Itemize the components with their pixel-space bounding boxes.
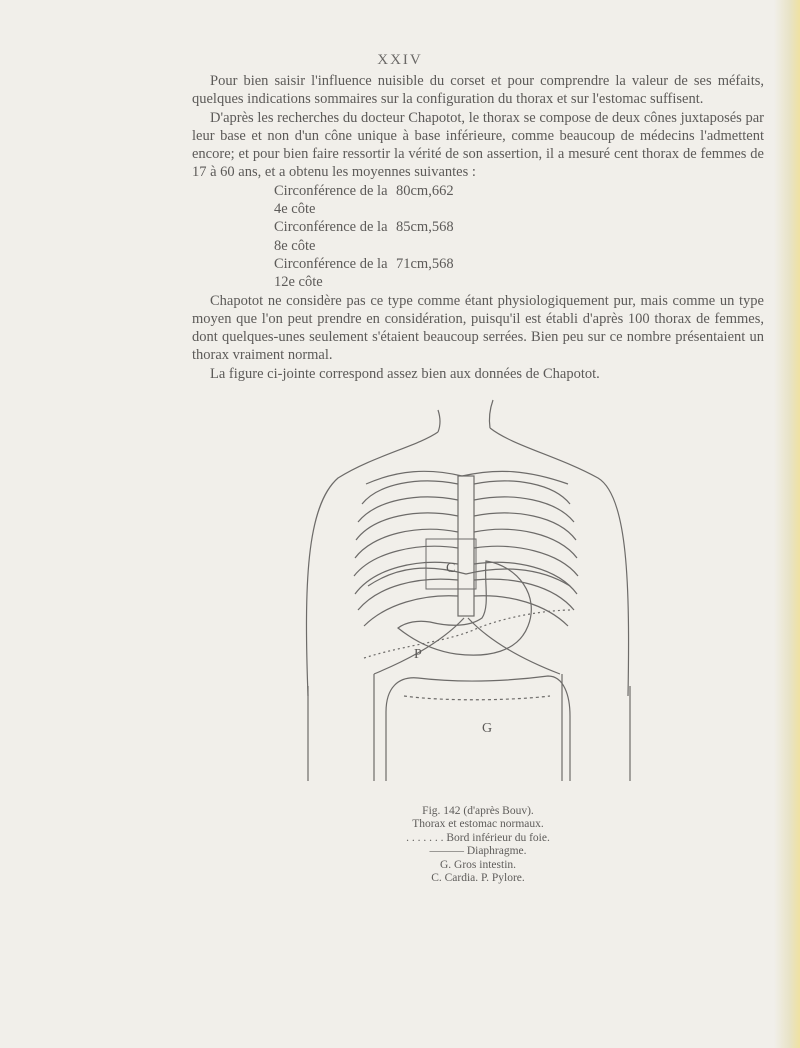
rib-right <box>474 497 574 522</box>
neck-outline <box>438 400 493 432</box>
colon-inner <box>404 696 550 700</box>
caption-title: Fig. 142 (d'après Bouv). <box>422 805 534 817</box>
rib-left <box>356 513 458 540</box>
paragraph-2: D'après les recherches du docteur Chapotot, le thorax se compose de deux cônes juxtaposés par leur base et non d'un cône unique à base inférieure, comme beaucoup de médecins l'admettent encore; et pour bien faire ressortir la vérité de son assertion, il a mesuré cent thorax de femmes de 17 à 60 ans, et a obtenu les moyennes suivantes : <box>192 109 764 181</box>
diaphragm-line <box>368 568 570 586</box>
sternum <box>458 476 474 616</box>
rib-right <box>474 579 574 610</box>
measurement-value: 71cm,568 <box>396 255 454 272</box>
measurement-label: Circonférence de la 12e côte <box>274 255 388 291</box>
rib-left <box>354 546 458 576</box>
rib-left <box>362 481 458 504</box>
thorax-figure <box>278 396 658 786</box>
rib-right <box>474 562 577 594</box>
torso-outline <box>306 428 628 696</box>
inner-flank-lines <box>374 674 562 781</box>
page-edge-shadow <box>774 0 800 1048</box>
label-p: P <box>414 647 422 662</box>
measurement-row <box>192 182 764 219</box>
body-text <box>192 72 764 383</box>
label-c: C <box>446 561 456 576</box>
rib-right <box>474 513 576 540</box>
measurements <box>192 182 764 292</box>
label-g: G <box>482 721 493 736</box>
paragraph-4: La figure ci-jointe correspond assez bien aux données de Chapotot. <box>210 365 600 382</box>
caption-legend: G. Gros intestin. <box>439 858 517 871</box>
paragraph-1: Pour bien saisir l'influence nuisible du corset et pour comprendre la valeur de ses méfaits, quelques indications sommaires sur la configuration du thorax et sur l'estomac suffisent. <box>192 73 764 108</box>
caption-legend: ——— Diaphragme. <box>429 845 527 858</box>
measurement-row <box>192 218 764 255</box>
paragraph-3: Chapotot ne considère pas ce type comme étant physiologiquement pur, mais comme un type moyen que l'on peut prendre en considération, puisqu'il est établi d'après 100 thorax de femmes, dont quelques-unes seulement s'étaient beaucoup serrées. Bien peu sur ce nombre présentaient un thorax vraiment normal. <box>192 292 764 364</box>
caption-legend: C. Cardia. P. Pylore. <box>431 872 525 885</box>
running-head: XXIV <box>377 52 423 68</box>
rib-left <box>358 497 458 522</box>
colon-outline <box>386 676 570 781</box>
rib-right <box>474 481 570 504</box>
measurement-value: 85cm,568 <box>396 219 454 236</box>
rib-left <box>364 596 458 626</box>
costal-arch <box>374 618 560 674</box>
rib-right <box>474 529 577 558</box>
caption-subtitle: Thorax et estomac normaux. <box>412 818 544 831</box>
measurement-label: Circonférence de la 4e côte <box>274 182 388 218</box>
caption-legend: . . . . . . . Bord inférieur du foie. <box>406 831 550 844</box>
flank-lines <box>308 686 630 781</box>
rib-left <box>355 529 458 558</box>
measurement-value: 80cm,662 <box>396 182 454 199</box>
stomach-outline <box>398 561 531 655</box>
rib-left <box>358 579 458 610</box>
measurement-label: Circonférence de la 8e côte <box>274 219 388 254</box>
figure-caption <box>192 805 764 885</box>
liver-border-dotted <box>364 610 572 658</box>
measurement-row <box>192 255 764 292</box>
clavicles <box>366 471 568 484</box>
